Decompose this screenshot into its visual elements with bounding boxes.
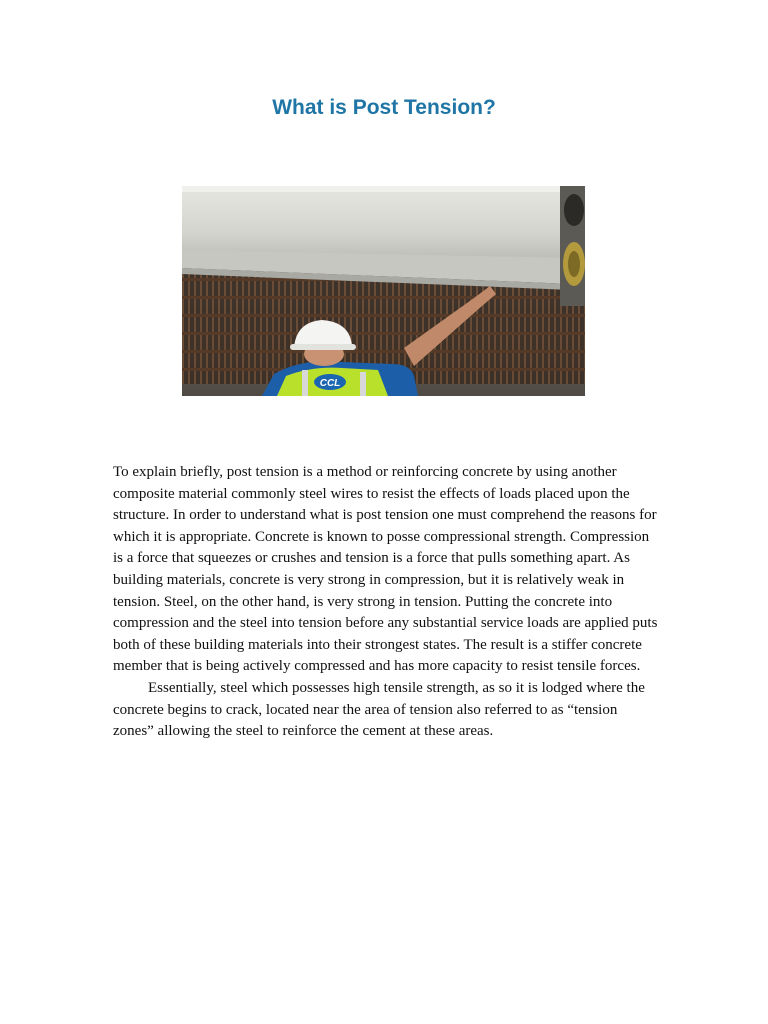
paragraph-1: To explain briefly, post tension is a method or reinforcing concrete by using another composite material commonly steel wires to resist the effects of loads placed upon the structure. In order to understand what is post tension one must comprehend the reasons for which it is appropriate. Concrete is known to posse compressional strength. Compression is a force that squeezes or crushes and tension is a force that pulls something apart. As building materials, concrete is very strong in compression, but it is relatively weak in tension. Steel, on the other hand, is very strong in tension. Putting the concrete into compression and the steel into tension before any substantial service loads are applied puts both of these building materials into their strongest states. The result is a stiffer concrete member that is being actively compressed and has more capacity to resist tensile forces. [113,464,658,675]
page-title: What is Post Tension? [272,96,496,119]
vest-logo: CCL [319,378,341,389]
article-body [113,462,658,743]
paragraph-2: Essentially, steel which possesses high tensile strength, as so it is lodged where the concrete begins to crack, located near the area of tension also referred to as “tension zones” allowing the steel to reinforce the cement at these areas. [113,679,645,740]
post-tension-photo [182,186,585,396]
photo-illustration [182,186,585,396]
